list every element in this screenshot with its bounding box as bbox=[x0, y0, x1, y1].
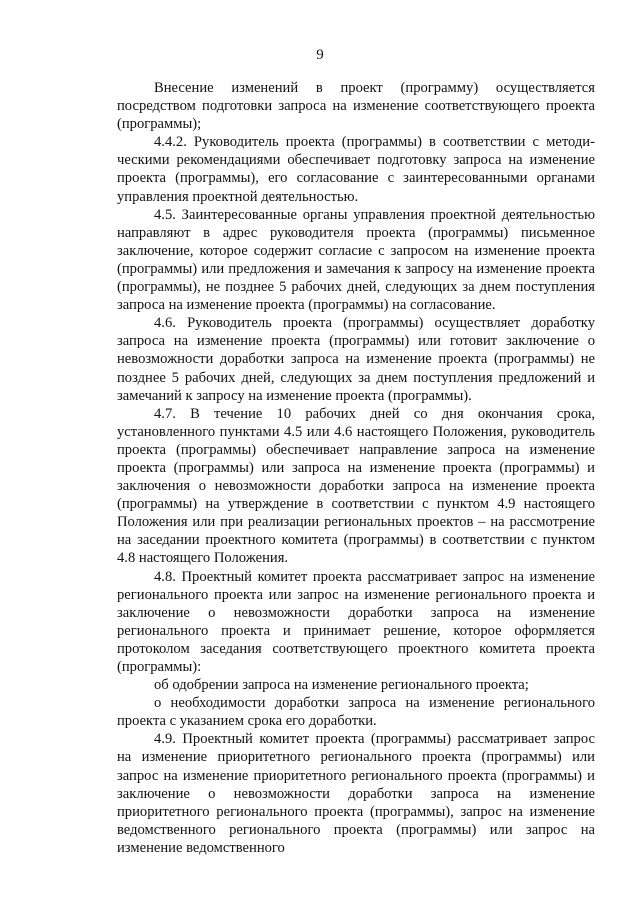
paragraph-4-8-option-revise: о необходимости доработки запроса на изменение регионального проекта с указанием срока его доработки. bbox=[117, 695, 595, 730]
paragraph-amendment-intro: Внесение изменений в проект (программу) осуществляется посредством подготовки запроса на изменение соответствующего проекта (программы); bbox=[117, 80, 595, 133]
paragraph-4-8: 4.8. Проектный комитет проекта рассматривает запрос на изменение регионального проекта или запрос на изменение регионального проекта и заключение о невозможности доработки запроса на изменение регионального проекта и принимает решение, которое оформляется протоколом заседания соответствующего проектного комитета проекта (программы): bbox=[117, 568, 595, 675]
document-body bbox=[117, 79, 595, 857]
paragraph-4-9: 4.9. Проектный комитет проекта (программы) рассматривает запрос на изменение приоритетного регионального проекта (программы) или запрос на изменение приоритетного регионального проекта (программы) и заключение о невозможности доработки запроса на изменение приоритетного регионального проекта (программы), запрос на изменение ведомственного регионального проекта (программы) или запрос на изменение ведомственного bbox=[117, 731, 595, 856]
paragraph-4-5: 4.5. Заинтересованные органы управления проектной деятельностью направляют в адрес руководителя проекта (программы) письменное заключение, которое содержит согласие с запросом на изменение проекта (программы) или предложения и замечания к запросу на изменение проекта (программы), не позднее 5 рабочих дней, следующих за днем поступления запроса на изменение проекта (программы) на согласование. bbox=[117, 206, 595, 314]
paragraph-4-8-option-approve: об одобрении запроса на изменение регионального проекта; bbox=[154, 677, 529, 694]
paragraph-4-7: 4.7. В течение 10 рабочих дней со дня окончания срока, установленного пунктами 4.5 или 4.6 настоящего Положения, руководитель проекта (программы) обеспечивает направление запроса на изменение проекта (программы) или запроса на изменение проекта (программы) и заключения о невозможности доработки запроса на изменение проекта (программы) на утверждение в соответствии с пунктом 4.9 настоящего Положения или при реализации региональных проектов – на рассмотрение на заседании проектного комитета (программы) в соответствии с пунктом 4.8 настоящего Положения. bbox=[117, 405, 595, 567]
paragraph-4-4-2: 4.4.2. Руководитель проекта (программы) в соответствии с методическими рекомендациями обеспечивает подготовку запроса на изменение проекта (программы), его согласование с заинтересованными органами управления проектной деятельностью. bbox=[117, 134, 595, 205]
page-number: 9 bbox=[316, 47, 324, 63]
paragraph-4-6: 4.6. Руководитель проекта (программы) осуществляет доработку запроса на изменение проекта (программы) или готовит заключение о невозможности доработки запроса на изменение проекта (программы) не позднее 5 рабочих дней, следующих за днем поступления предложений и замечаний к запросу на изменение проекта (программы). bbox=[117, 315, 595, 404]
